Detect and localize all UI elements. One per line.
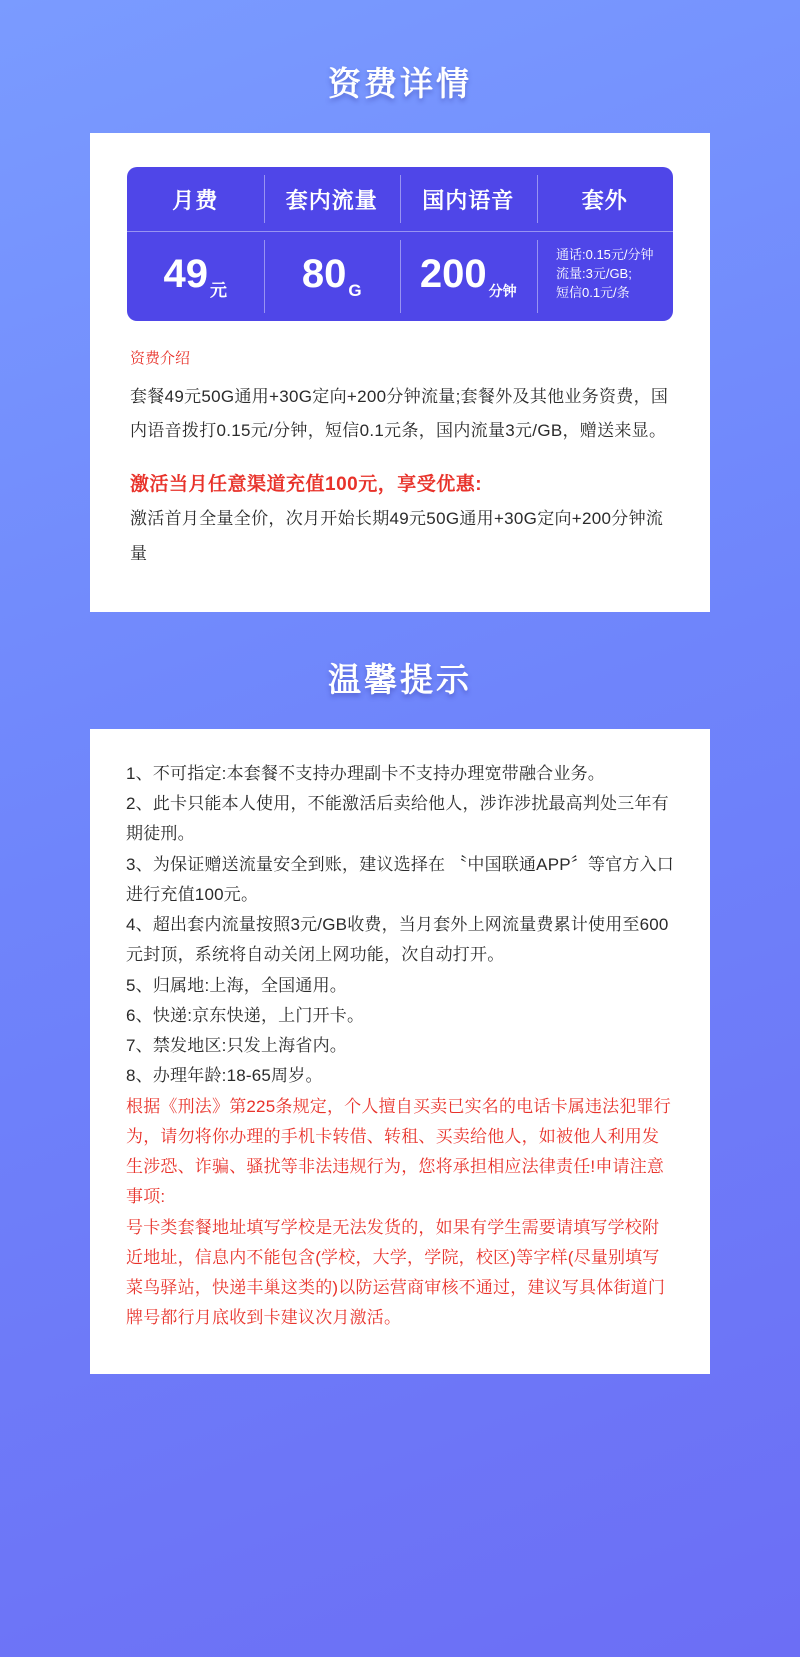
out-of-plan-call-rate: 通话:0.15元/分钟 (555, 247, 654, 262)
plan-header-included-data: 套内流量 (264, 167, 401, 231)
list-item: 4、超出套内流量按照3元/GB收费，当月套外上网流量费累计使用至600元封顶，系统将自动关闭上网功能，次自动打开。 (126, 915, 669, 965)
address-notice-text: 号卡类套餐地址填写学校是无法发货的，如果有学生需要请填写学校附近地址，信息内不能包含(学校，大学，学院，校区)等字样(尽量别填写菜鸟驿站，快递丰巢这类的)以防运营商审核不通过，建议写具体街道门牌号都行月底收到卡建议次月激活。 (126, 1217, 666, 1328)
fee-intro-text: 套餐49元50G通用+30G定向+200分钟流量;套餐外及其他业务资费，国内语音拨打0.15元/分钟，短信0.1元条，国内流量3元/GB，赠送来显。 (130, 386, 669, 441)
domestic-voice-unit: 分钟 (488, 282, 517, 299)
plan-table-value-row (127, 232, 673, 321)
fee-intro-label: 资费介绍 (130, 349, 191, 367)
fee-card (90, 133, 710, 612)
monthly-fee-unit: 元 (210, 280, 227, 300)
out-of-plan-sms-rate: 短信0.1元/条 (555, 284, 630, 300)
list-item: 3、为保证赠送流量安全到账，建议选择在 〝中国联通APP〞等官方入口进行充值100元。 (126, 854, 674, 904)
tips-list (90, 759, 710, 1334)
plan-value-monthly-fee (127, 232, 264, 321)
included-data-number: 80 (301, 252, 347, 297)
plan-value-domestic-voice (400, 232, 537, 321)
out-of-plan-rates (548, 246, 662, 303)
list-item: 6、快递:京东快递，上门开卡。 (126, 1005, 365, 1025)
included-data-unit: G (348, 280, 362, 300)
list-item: 5、归属地:上海，全国通用。 (126, 975, 347, 995)
plan-value-included-data (264, 232, 401, 321)
monthly-fee-number: 49 (163, 252, 208, 297)
tips-section-title: 温馨提示 (328, 660, 472, 698)
list-item: 2、此卡只能本人使用，不能激活后卖给他人，涉诈涉扰最高判处三年有期徒刑。 (126, 794, 669, 844)
list-item: 1、不可指定:本套餐不支持办理副卡不支持办理宽带融合业务。 (126, 763, 605, 783)
tips-card (90, 729, 710, 1374)
fee-promo-title: 激活当月任意渠道充值100元，享受优惠: (130, 474, 483, 496)
plan-header-out-of-plan: 套外 (537, 167, 674, 231)
domestic-voice-number: 200 (419, 252, 487, 297)
plan-value-out-of-plan (537, 232, 674, 321)
out-of-plan-data-rate: 流量:3元/GB; (555, 265, 632, 281)
list-item: 7、禁发地区:只发上海省内。 (126, 1036, 347, 1056)
fee-description (90, 347, 710, 572)
plan-table-header-row (127, 167, 673, 232)
plan-table (127, 167, 673, 321)
list-item: 8、办理年龄:18-65周岁。 (126, 1066, 323, 1086)
legal-warning-text: 根据《刑法》第225条规定，个人擅自买卖已实名的电话卡属违法犯罪行为，请勿将你办理的手机卡转借、转租、买卖给他人，如被他人利用发生涉恐、诈骗、骚扰等非法违规行为，您将承担相应法律责任!申请注意事项: (126, 1096, 671, 1207)
fee-promo-text: 激活首月全量全价，次月开始长期49元50G通用+30G定向+200分钟流量 (130, 509, 664, 564)
plan-header-domestic-voice: 国内语音 (400, 167, 537, 231)
fee-section-title: 资费详情 (328, 65, 472, 102)
plan-header-monthly-fee: 月费 (172, 188, 219, 213)
